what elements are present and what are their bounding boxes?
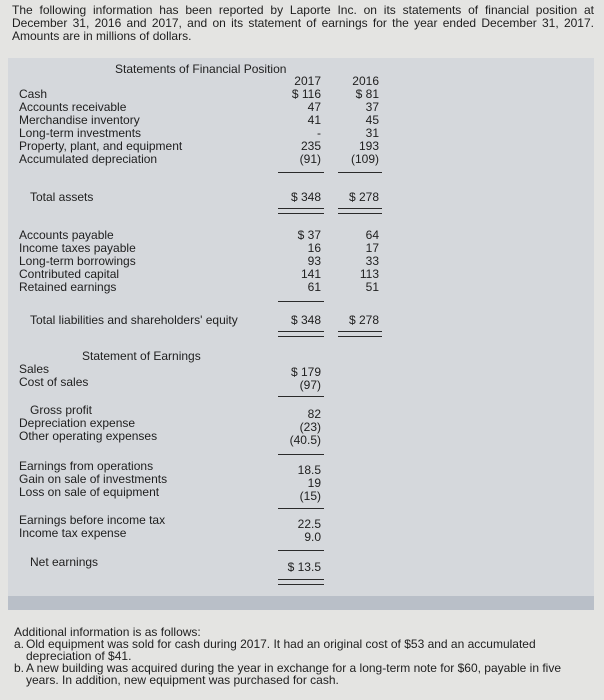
liability-value-2017: 16 — [307, 241, 321, 255]
ebt-value: 22.5 — [297, 517, 321, 531]
gross-profit-value: 82 — [307, 407, 321, 421]
gain-inv-label: Gain on sale of investments — [19, 472, 168, 486]
item-text: A new building was acquired during the year in exchange for a long-term note for $60, payable in five years. In addition, new equipment was purchased for cash. — [26, 661, 561, 687]
other-opex-label: Other operating expenses — [19, 429, 158, 443]
net-earnings-value: $ 13.5 — [287, 560, 321, 574]
asset-value-2017: 47 — [307, 100, 321, 114]
liability-value-2016: 17 — [365, 241, 379, 255]
subtotal-rule — [278, 550, 324, 551]
asset-value-2017: 235 — [300, 139, 321, 153]
liability-value-2016: 51 — [365, 280, 379, 294]
total-liab-2017: $ 348 — [290, 313, 321, 327]
liability-label: Accounts payable — [19, 228, 114, 242]
asset-value-2016: (109) — [350, 152, 379, 166]
liability-value-2017: 61 — [307, 280, 321, 294]
gain-inv-value: 19 — [307, 476, 321, 490]
asset-label: Property, plant, and equipment — [19, 139, 183, 153]
sfp-title: Statements of Financial Position — [115, 62, 287, 76]
additional-item — [14, 638, 586, 662]
asset-value-2017: $ 116 — [291, 87, 321, 101]
gross-profit-label: Gross profit — [30, 403, 93, 417]
total-assets-2016: $ 278 — [348, 190, 379, 204]
depreciation-label: Depreciation expense — [19, 416, 136, 430]
subtotal-rule-2016 — [338, 172, 382, 173]
sales-label: Sales — [19, 362, 50, 376]
net-earnings-label: Net earnings — [30, 555, 99, 569]
liability-label: Long-term borrowings — [19, 254, 136, 268]
panel-bottom-bar — [8, 596, 594, 610]
liability-label: Contributed capital — [19, 267, 120, 281]
double-rule-2017 — [278, 331, 324, 337]
tax-label: Income tax expense — [19, 526, 127, 540]
subtotal-rule — [278, 508, 324, 509]
subtotal-rule-2017 — [278, 172, 324, 173]
subtotal-rule — [278, 396, 324, 397]
soe-title: Statement of Earnings — [82, 349, 201, 363]
double-rule-2017 — [278, 208, 324, 214]
additional-item — [14, 662, 586, 686]
item-marker: b. — [14, 661, 25, 675]
liability-value-2016: 33 — [365, 254, 379, 268]
asset-label: Accumulated depreciation — [19, 152, 158, 166]
earnings-ops-label: Earnings from operations — [19, 459, 154, 473]
col-header-2016: 2016 — [352, 74, 379, 88]
tax-value: 9.0 — [304, 530, 321, 544]
asset-value-2017: 41 — [307, 113, 321, 127]
asset-label: Cash — [19, 87, 48, 101]
sales-value: $ 179 — [290, 365, 321, 379]
liability-value-2017: 141 — [300, 267, 321, 281]
financial-statements-panel — [8, 58, 594, 596]
liability-value-2017: 93 — [307, 254, 321, 268]
liability-value-2016: 64 — [365, 228, 379, 242]
earnings-ops-value: 18.5 — [297, 463, 321, 477]
subtotal-rule-2017 — [278, 301, 324, 302]
total-assets-2017: $ 348 — [290, 190, 321, 204]
double-rule-2016 — [338, 208, 382, 214]
asset-value-2016: 45 — [365, 113, 379, 127]
asset-value-2016: 193 — [358, 139, 379, 153]
asset-label: Long-term investments — [19, 126, 142, 140]
depreciation-value: (23) — [299, 420, 321, 434]
cos-value: (97) — [299, 378, 321, 392]
item-text: Old equipment was sold for cash during 2017. It had an original cost of $53 and an accumulated depreciation of $41. — [26, 637, 536, 663]
liability-label: Retained earnings — [19, 280, 117, 294]
asset-label: Merchandise inventory — [19, 113, 140, 127]
subtotal-rule — [278, 454, 324, 455]
liability-value-2016: 113 — [359, 267, 379, 281]
asset-label: Accounts receivable — [19, 100, 127, 114]
additional-heading: Additional information is as follows: — [14, 625, 201, 639]
col-header-2017: 2017 — [294, 74, 321, 88]
total-liab-2016: $ 278 — [348, 313, 379, 327]
asset-value-2016: $ 81 — [355, 87, 379, 101]
asset-value-2016: 37 — [365, 100, 379, 114]
item-marker: a. — [14, 637, 25, 651]
ebt-label: Earnings before income tax — [19, 513, 166, 527]
intro-text: The following information has been reported by Laporte Inc. on its statements of financial position at December 31, 2016 and 2017, and on its statement of earnings for the year ended December 31, 2017. Amounts are in millions of dollars. — [12, 3, 594, 43]
total-liab-label: Total liabilities and shareholders' equity — [30, 313, 238, 327]
loss-equip-value: (15) — [299, 489, 321, 503]
loss-equip-label: Loss on sale of equipment — [19, 485, 160, 499]
liability-label: Income taxes payable — [19, 241, 136, 255]
other-opex-value: (40.5) — [289, 433, 321, 447]
liability-value-2017: $ 37 — [297, 228, 321, 242]
asset-value-2017: (91) — [299, 152, 321, 166]
total-assets-label: Total assets — [30, 190, 94, 204]
additional-info — [14, 626, 586, 686]
cos-label: Cost of sales — [19, 375, 89, 389]
double-rule-2016 — [338, 331, 382, 337]
double-rule — [278, 579, 324, 585]
asset-value-2017: - — [317, 126, 321, 140]
asset-value-2016: 31 — [365, 126, 379, 140]
